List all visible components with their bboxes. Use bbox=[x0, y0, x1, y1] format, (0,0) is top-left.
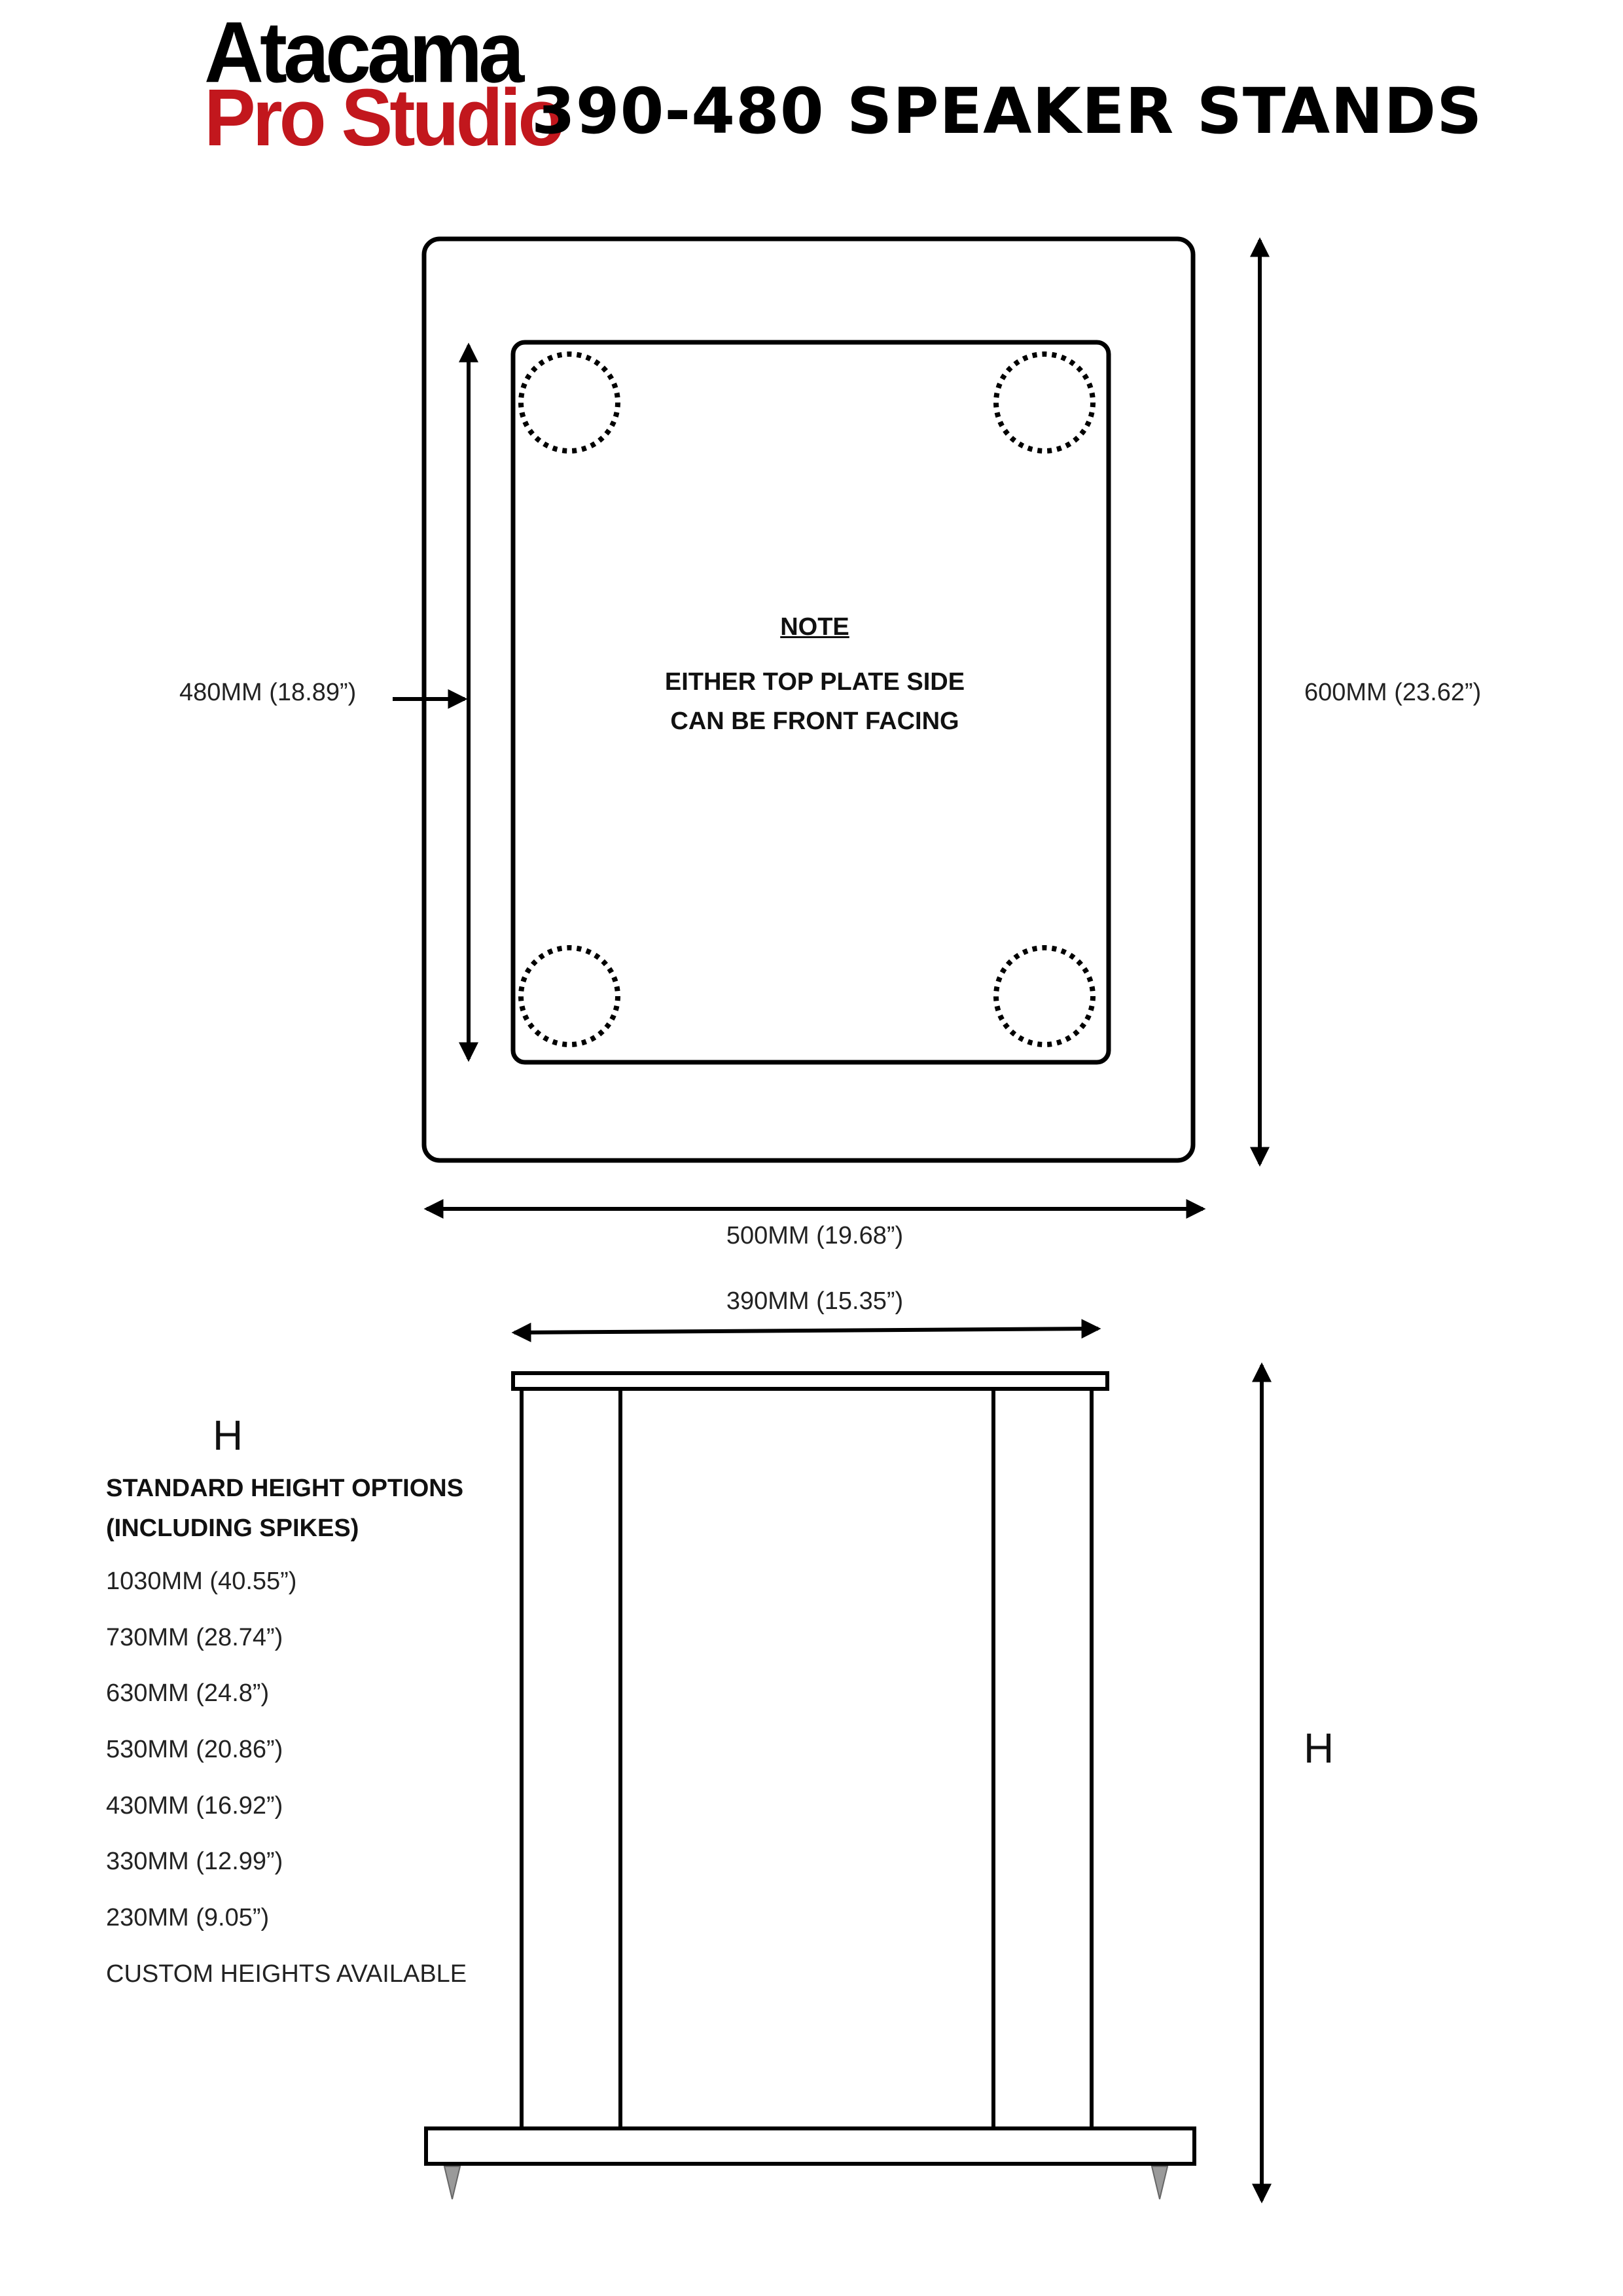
height-options-heading: STANDARD HEIGHT OPTIONS bbox=[106, 1475, 464, 1502]
right-column bbox=[993, 1389, 1092, 2128]
height-options-subheading: (INCLUDING SPIKES) bbox=[106, 1515, 359, 1542]
note-heading: NOTE bbox=[780, 613, 849, 641]
height-options-list bbox=[106, 1554, 467, 2003]
mount-hole-bottom-right bbox=[996, 948, 1093, 1045]
page-title: 390-480 SPEAKER STANDS bbox=[531, 75, 1483, 148]
base-plate-profile bbox=[426, 2128, 1194, 2164]
front-view bbox=[426, 1329, 1262, 2200]
logo-text-pro-studio: Pro Studio bbox=[204, 72, 562, 164]
logo-text-atacama: Atacama bbox=[204, 3, 521, 101]
note-line-1: EITHER TOP PLATE SIDE bbox=[664, 668, 965, 696]
left-column bbox=[522, 1389, 620, 2128]
mount-hole-top-left bbox=[521, 354, 618, 451]
label-outer-width: 500MM (19.68”) bbox=[726, 1222, 904, 1249]
height-option: 230MM (9.05”) bbox=[106, 1904, 270, 1932]
mount-hole-top-right bbox=[996, 354, 1093, 451]
mount-hole-bottom-left bbox=[521, 948, 618, 1045]
left-spike bbox=[444, 2166, 460, 2199]
top-plate-profile bbox=[513, 1373, 1107, 1389]
height-option: 730MM (28.74”) bbox=[106, 1623, 283, 1651]
height-option: 1030MM (40.55”) bbox=[106, 1568, 297, 1595]
label-inner-depth: 480MM (18.89”) bbox=[179, 679, 357, 706]
label-top-width: 390MM (15.35”) bbox=[726, 1287, 904, 1315]
height-option: 630MM (24.8”) bbox=[106, 1679, 270, 1708]
label-height-symbol: H bbox=[1304, 1725, 1334, 1772]
dimension-arrow-top-width bbox=[514, 1329, 1098, 1333]
label-outer-depth: 600MM (23.62”) bbox=[1304, 679, 1482, 706]
height-options-footer: CUSTOM HEIGHTS AVAILABLE bbox=[106, 1960, 467, 1988]
height-option: 530MM (20.86”) bbox=[106, 1736, 283, 1764]
inner-top-plate bbox=[513, 342, 1109, 1062]
height-options-symbol: H bbox=[213, 1412, 243, 1459]
outer-base-plate bbox=[424, 239, 1193, 1160]
note-line-2: CAN BE FRONT FACING bbox=[670, 708, 959, 735]
right-spike bbox=[1152, 2166, 1168, 2199]
height-option: 430MM (16.92”) bbox=[106, 1791, 283, 1820]
height-option: 330MM (12.99”) bbox=[106, 1848, 283, 1876]
